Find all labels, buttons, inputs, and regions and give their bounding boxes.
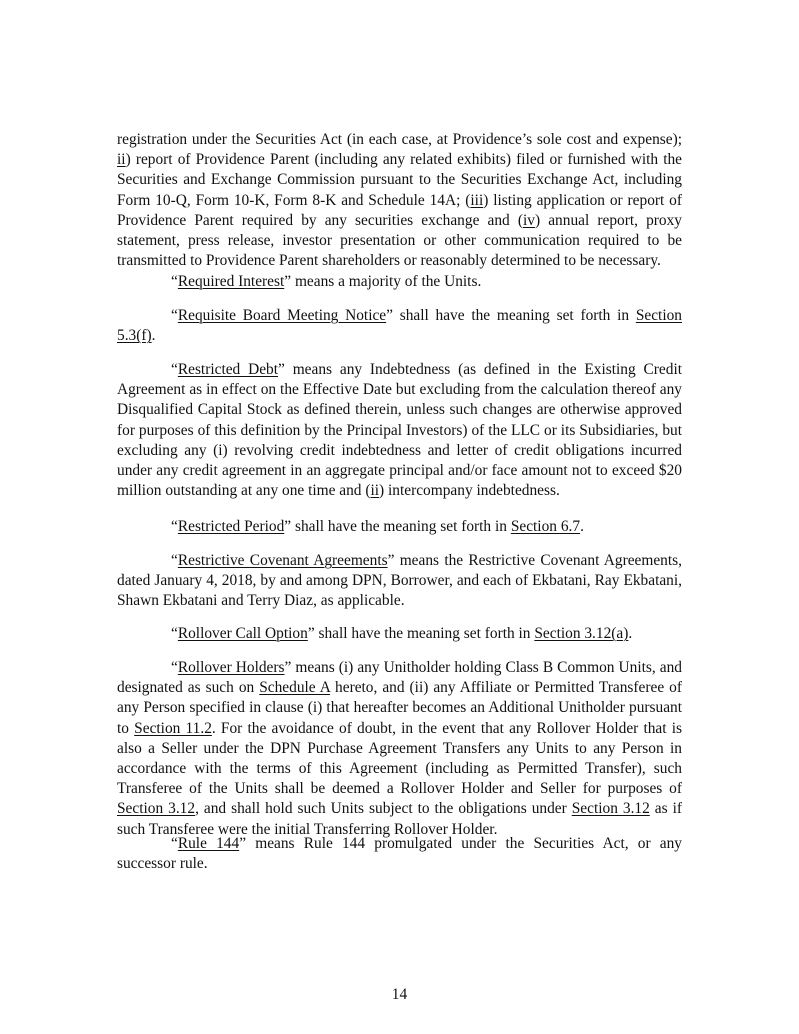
definition-rule-144: [117, 834, 682, 874]
underlined-term: iii: [470, 191, 484, 209]
underlined-term: Section 3.12: [117, 800, 196, 818]
text-run: ” means any Indebtedness (as defined in the Existing Credit Agreement as in effect on the Effective Date but excluding from the calculation thereof any Disqualified Capital Stock as defined therein, unless such changes are otherwise approved for purposes of this definition by the Principal Investors) of the LLC or its Subsidiaries, but excluding any (i) revolving credit indebtedness and letter of credit obligations incurred under any credit agreement in an aggregate principal and/or face amount not to exceed $20 million outstanding at any one time and (: [117, 361, 682, 500]
underlined-term: ii: [370, 482, 380, 500]
underlined-term: Section 11.2: [134, 719, 212, 737]
underlined-term: Section 3.12(a): [534, 625, 629, 642]
text-run: “: [171, 625, 178, 642]
text-run: ” shall have the meaning set forth in: [386, 307, 636, 324]
definition-restricted-debt: [117, 360, 682, 501]
text-run: ) annual report, proxy statement, press release, investor presentation or other communication required to be transmitted to Providence Parent shareholders or reasonably determined to be necessary.: [117, 211, 683, 270]
text-run: ) listing application or report of Providence Parent required by any securities exchange and (: [117, 191, 682, 229]
underlined-term: Rule 144: [177, 835, 240, 852]
text-run: ” shall have the meaning set forth in: [284, 518, 511, 535]
definition-rollover-call-option: [117, 624, 682, 644]
text-run: .: [580, 518, 584, 535]
underlined-term: Rollover Holders: [177, 659, 285, 676]
text-run: . For the avoidance of doubt, in the event that any Rollover Holder that is also a Seller under the DPN Purchase Agreement Transfers any Units to any Person in accordance with the terms of this Agreement (including as Permitted Transfer), such Transferee of the Units shall be deemed a Rollover Holder and Seller for purposes of: [117, 719, 682, 798]
text-run: “: [171, 552, 178, 569]
text-run: ” means a majority of the Units.: [284, 273, 482, 290]
text-run: ” means the Restrictive Covenant Agreements, dated January 4, 2018, by and among DPN, Borrower, and each of Ekbatani, Ray Ekbatani, Shawn Ekbatani and Terry Diaz, as applicable.: [117, 552, 682, 610]
underlined-term: Section 6.7: [510, 518, 581, 535]
text-run: as if such Transferee were the initial Transferring Rollover Holder.: [117, 800, 682, 838]
text-run: ” means (i) any Unitholder holding Class B Common Units, and designated as such on: [117, 659, 683, 697]
text-run: ) report of Providence Parent (including any related exhibits) filed or furnished with the Securities and Exchange Commission pursuant to the Securities Exchange Act, including Form 10-Q, Form 10-K, Form 8-K and Schedule 14A; (: [117, 151, 682, 209]
text-run: hereto, and (ii) any Affiliate or Permitted Transferee of any Person specified in clause (i) that hereafter becomes an Additional Unitholder pursuant to: [117, 679, 682, 737]
text-run: “: [171, 361, 178, 378]
underlined-term: Requisite Board Meeting Notice: [177, 307, 387, 324]
text-run: , and shall hold such Units subject to the obligations under: [195, 800, 572, 818]
underlined-term: ii: [117, 151, 126, 169]
definition-restricted-period: [117, 517, 682, 537]
paragraph-securities-filings-continuation: [117, 130, 682, 271]
text-run: registration under the Securities Act (in each case, at Providence’s sole cost and expense);: [117, 131, 682, 148]
definition-restrictive-covenant-agreements: [117, 551, 682, 612]
underlined-term: Restricted Debt: [177, 361, 279, 378]
text-run: .: [628, 625, 633, 642]
underlined-term: Restrictive Covenant Agreements: [177, 552, 388, 569]
definition-required-interest: [117, 272, 682, 292]
underlined-term: Schedule A: [259, 679, 331, 697]
text-run: ) intercompany indebtedness.: [379, 482, 560, 500]
definition-rollover-holders: [117, 658, 682, 840]
text-run: “: [171, 518, 178, 535]
text-run: .: [151, 327, 156, 345]
underlined-term: Restricted Period: [177, 518, 285, 535]
text-run: ” shall have the meaning set forth in: [307, 625, 535, 642]
underlined-term: Section 3.12: [571, 800, 650, 818]
underlined-term: Section 5.3(f): [117, 307, 682, 345]
definition-requisite-board-meeting-notice: [117, 306, 682, 346]
text-run: “: [171, 835, 178, 852]
page-number: 14: [391, 986, 408, 1003]
underlined-term: Required Interest: [177, 273, 285, 290]
text-run: “: [171, 659, 178, 676]
underlined-term: Rollover Call Option: [177, 625, 308, 642]
text-run: “: [171, 273, 178, 290]
text-run: “: [171, 307, 178, 324]
text-run: ” means Rule 144 promulgated under the Securities Act, or any successor rule.: [117, 835, 682, 873]
underlined-term: iv: [523, 211, 535, 229]
